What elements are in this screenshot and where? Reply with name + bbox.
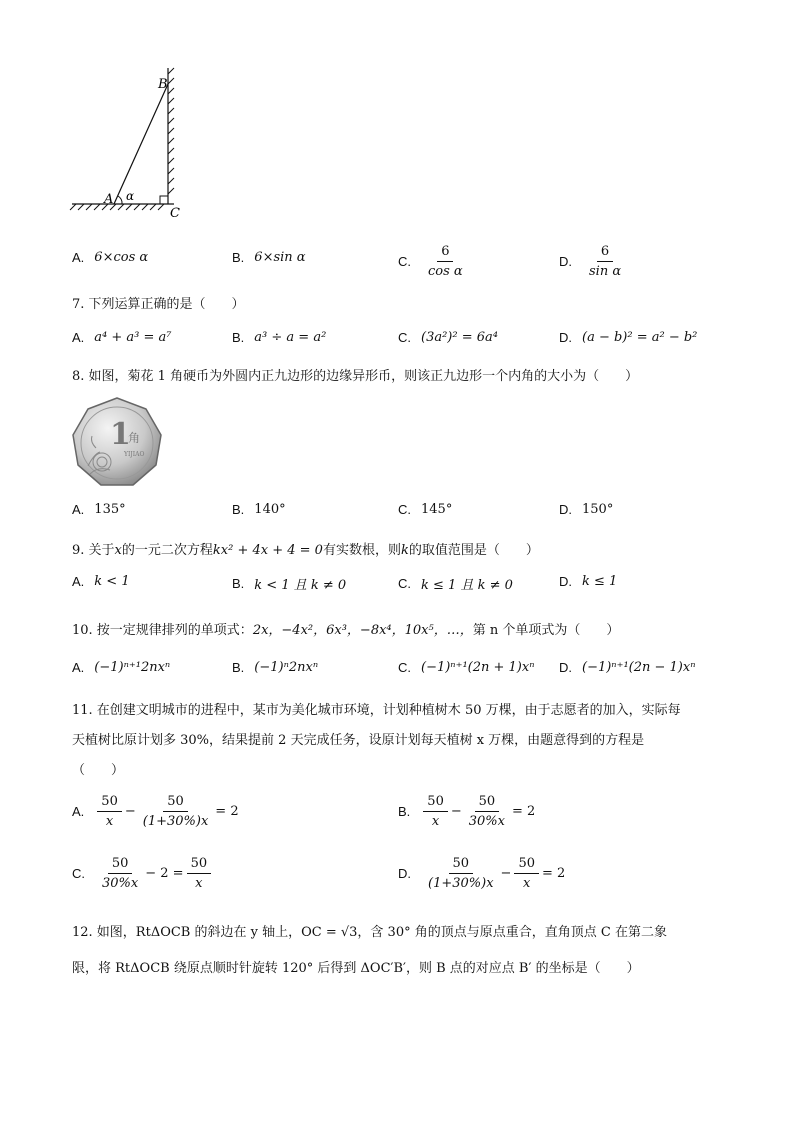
label-alpha: α [126, 189, 135, 203]
q11-stem-line2: 天植树比原计划多 30%，结果提前 2 天完成任务，设原计划每天植树 x 万棵，由题意得到的方程是 [72, 733, 645, 748]
q11-option-d[interactable]: D. $\frac{50}{(1+30\%)x}$ − $\frac{50}{x}$ = 2 [398, 856, 566, 891]
q8-options [72, 502, 754, 528]
q8-option-c[interactable]: C. 145° [398, 502, 453, 517]
q12-line2: 限，将 RtΔOCB 绕原点顺时针旋转 120° 后得到 ΔOC′B′，则 B 点的对应点 B′ 的坐标是（ ） [72, 961, 640, 976]
q9-option-c[interactable]: C. k ≤ 1 且 k ≠ 0 [398, 576, 513, 593]
q9-options [72, 574, 754, 600]
q11-option-b[interactable]: B. $\frac{50}{x}$ − $\frac{50}{30\%x}$ = 2 [398, 794, 536, 829]
label-b: B [158, 77, 168, 92]
q10-option-b[interactable]: B. (−1)ⁿ2nxⁿ [232, 660, 319, 675]
q10-options [72, 660, 754, 686]
q6-option-b[interactable]: B. 6×sin α [232, 250, 306, 265]
q7-option-d[interactable]: D. (a − b)² = a² − b² [559, 330, 698, 345]
q11-options-row2 [72, 856, 754, 904]
triangle-figure [66, 62, 196, 222]
q12-line1: 12. 如图，RtΔOCB 的斜边在 y 轴上，OC = √3，含 30° 角的顶点与原点重合，直角顶点 C 在第二象 [72, 925, 667, 940]
q11-stem-line3: （ ） [72, 763, 125, 778]
q8-option-a[interactable]: A. 135° [72, 502, 126, 517]
q6-option-a[interactable]: A. 6×cos α [72, 250, 149, 265]
q10-stem: 10. 按一定规律排列的单项式：2x，−4x²，6x³，−8x⁴，10x⁵，…，第 n 个单项式为（ ） [72, 623, 620, 638]
coin-image [70, 396, 164, 490]
q11-options-row1 [72, 794, 754, 842]
coin-number: 1 [110, 417, 131, 452]
q10-option-a[interactable]: A. (−1)ⁿ⁺¹2nxⁿ [72, 660, 171, 675]
q7-option-a[interactable]: A. a⁴ + a³ = a⁷ [72, 330, 172, 345]
q9-option-a[interactable]: A. k < 1 [72, 574, 130, 589]
q11-stem-line1: 11. 在创建文明城市的进程中，某市为美化城市环境，计划种植树木 50 万棵，由于志愿者的加入，实际每 [72, 703, 681, 718]
q7-option-c[interactable]: C. (3a²)² = 6a⁴ [398, 330, 498, 345]
q8-option-d[interactable]: D. 150° [559, 502, 614, 517]
label-a: A [104, 192, 114, 207]
q10-option-d[interactable]: D. (−1)ⁿ⁺¹(2n − 1)xⁿ [559, 660, 696, 675]
q9-option-b[interactable]: B. k < 1 且 k ≠ 0 [232, 576, 347, 593]
coin-pinyin: YIJIAO [124, 451, 145, 458]
q7-stem: 7. 下列运算正确的是（ ） [72, 297, 245, 312]
q9-option-d[interactable]: D. k ≤ 1 [559, 574, 618, 589]
q8-stem: 8. 如图，菊花 1 角硬币为外圆内正九边形的边缘异形币，则该正九边形一个内角的大小为（ ） [72, 369, 639, 384]
q8-option-b[interactable]: B. 140° [232, 502, 286, 517]
q11-option-c[interactable]: C. $\frac{50}{30\%x}$ − 2 = $\frac{50}{x}$ [72, 856, 214, 891]
q6-option-d[interactable]: D. $\frac{6}{\text{sin α}}$ [559, 244, 622, 279]
q6-option-c[interactable]: C. $\frac{6}{\text{cos α}}$ [398, 244, 463, 279]
q7-option-b[interactable]: B. a³ ÷ a = a² [232, 330, 327, 345]
q10-option-c[interactable]: C. (−1)ⁿ⁺¹(2n + 1)xⁿ [398, 660, 535, 675]
q11-option-a[interactable]: A. $\frac{50}{x}$ − $\frac{50}{(1+30\%)x}$ = 2 [72, 794, 239, 829]
q9-stem: 9. 关于x的一元二次方程kx² + 4x + 4 = 0有实数根，则k的取值范围是（ ） [72, 543, 539, 558]
coin-jiao: 角 [128, 431, 141, 445]
q7-options [72, 330, 754, 356]
label-c: C [170, 206, 180, 221]
q6-options [72, 244, 754, 278]
